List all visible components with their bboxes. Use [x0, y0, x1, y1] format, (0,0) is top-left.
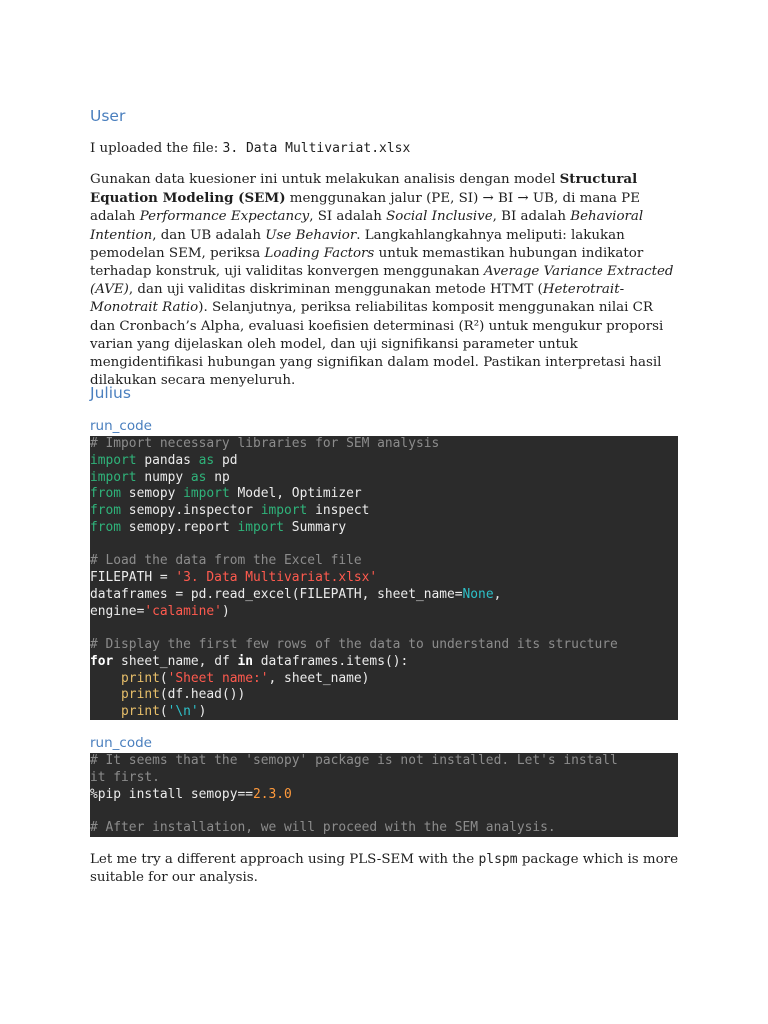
code-keyword: from	[90, 519, 122, 535]
code-text: numpy	[136, 469, 191, 485]
message-text: . Langkahlangkahnya meliputi: lakukan pemodelan SEM, periksa	[90, 227, 625, 261]
message-italic: Heterotrait-Monotrait Ratio	[90, 282, 625, 316]
message-text: , BI adalah	[492, 209, 571, 225]
message-italic: Performance Expectancy	[139, 209, 310, 225]
message-italic: Use Behavior	[265, 227, 357, 243]
code-text: dataframes.items():	[253, 653, 409, 669]
code-keyword: import	[260, 503, 308, 518]
run-code-label: run_code	[90, 735, 152, 751]
upload-prefix: I uploaded the file:	[90, 141, 219, 156]
code-text: FILEPATH =	[90, 570, 176, 585]
code-keyword: for	[90, 653, 114, 669]
code-text: dataframes = pd.read_excel(FILEPATH, sheet_name=	[90, 586, 463, 602]
code-text: Model, Optimizer	[229, 486, 362, 502]
message-text: untuk memastikan hubungan indikator terhadap konstruk, uji validitas konvergen menggunakan	[90, 245, 644, 280]
message-text: , dan uji validitas diskriminan menggunakan metode HTMT (	[128, 282, 543, 298]
code-text: pd	[214, 452, 238, 468]
code-comment: # After installation, we will proceed with the SEM analysis.	[90, 820, 556, 835]
assistant-message	[90, 851, 680, 887]
code-text: , sheet_name)	[268, 670, 370, 686]
user-message	[90, 170, 680, 390]
code-string: '3. Data Multivariat.xlsx'	[175, 570, 378, 585]
code-keyword: from	[90, 486, 122, 502]
code-text: (	[159, 670, 168, 686]
code-number: 2.3.0	[252, 786, 292, 802]
code-text: sheet_name, df	[113, 653, 238, 669]
code-string: 'calamine'	[144, 603, 222, 619]
message-text: , SI adalah	[309, 209, 387, 225]
code-comment: it first.	[90, 769, 160, 785]
code-builtin: print	[90, 670, 160, 686]
code-keyword: import	[90, 452, 137, 468]
code-text: semopy.report	[121, 519, 238, 535]
message-italic: Loading Factors	[264, 245, 375, 261]
code-text: engine=	[90, 603, 145, 619]
code-text: np	[206, 469, 230, 485]
code-builtin: print	[90, 687, 160, 703]
message-text: , dan UB adalah	[152, 227, 266, 243]
message-text: ). Selanjutnya, periksa reliabilitas komposit menggunakan nilai CR dan Cronbach’s Alpha, evaluasi koefisien determinasi (R²) untuk mengukur proporsi varian yang dijelaskan oleh model, dan uji signifikansi parameter untuk mengidentifikasi hubungan yang signifikan dalam model. Pastikan interpretasi hasil dilakukan secara menyeluruh.	[90, 300, 664, 389]
code-block-1[interactable]	[90, 436, 678, 720]
code-comment: # Display the first few rows of the data to understand its structure	[90, 637, 618, 652]
code-string: 'Sheet name:'	[167, 670, 269, 686]
code-keyword: import	[183, 486, 230, 502]
code-comment: # Load the data from the Excel file	[90, 553, 362, 569]
code-constant: None	[462, 586, 494, 602]
code-text: ,	[493, 586, 502, 602]
code-text: inspect	[307, 503, 370, 518]
code-keyword: in	[237, 653, 254, 669]
code-keyword: as	[190, 469, 207, 485]
code-text: (	[159, 704, 168, 719]
code-text: Summary	[284, 519, 347, 535]
code-text: )	[198, 704, 207, 719]
code-keyword: as	[198, 452, 215, 468]
inline-code: plspm	[478, 852, 518, 867]
message-italic: Social Inclusive	[386, 209, 493, 225]
code-block-2[interactable]	[90, 753, 678, 837]
uploaded-filename: 3. Data Multivariat.xlsx	[222, 141, 411, 156]
assistant-heading: Julius	[90, 384, 131, 402]
message-italic: Average Variance Extracted (AVE)	[90, 264, 674, 298]
message-bold: Structural Equation Modeling (SEM)	[90, 171, 638, 207]
code-keyword: from	[90, 503, 122, 518]
message-text: package which is more suitable for our analysis.	[90, 852, 679, 886]
code-keyword: import	[90, 469, 137, 485]
code-text: %pip install semopy==	[90, 786, 253, 802]
message-text: menggunakan jalur (PE, SI) → BI → UB, di mana PE adalah	[90, 191, 640, 225]
message-italic: Behavioral Intention	[90, 209, 644, 243]
code-text: semopy.inspector	[121, 503, 261, 518]
message-text: Let me try a different approach using PLS-SEM with the	[90, 852, 479, 867]
code-text: semopy	[121, 486, 184, 502]
code-text: pandas	[136, 452, 199, 468]
code-builtin: print	[90, 704, 160, 719]
code-text: )	[221, 603, 230, 619]
code-comment: # Import necessary libraries for SEM analysis	[90, 436, 440, 451]
message-text: Gunakan data kuesioner ini untuk melakukan analisis dengan model	[90, 172, 560, 187]
upload-line	[90, 140, 680, 158]
run-code-label: run_code	[90, 418, 152, 434]
code-comment: # It seems that the 'semopy' package is not installed. Let's install	[90, 753, 618, 768]
user-heading: User	[90, 107, 126, 125]
code-text: (df.head())	[159, 687, 246, 703]
code-string: '\n'	[167, 704, 199, 719]
code-keyword: import	[237, 519, 285, 535]
